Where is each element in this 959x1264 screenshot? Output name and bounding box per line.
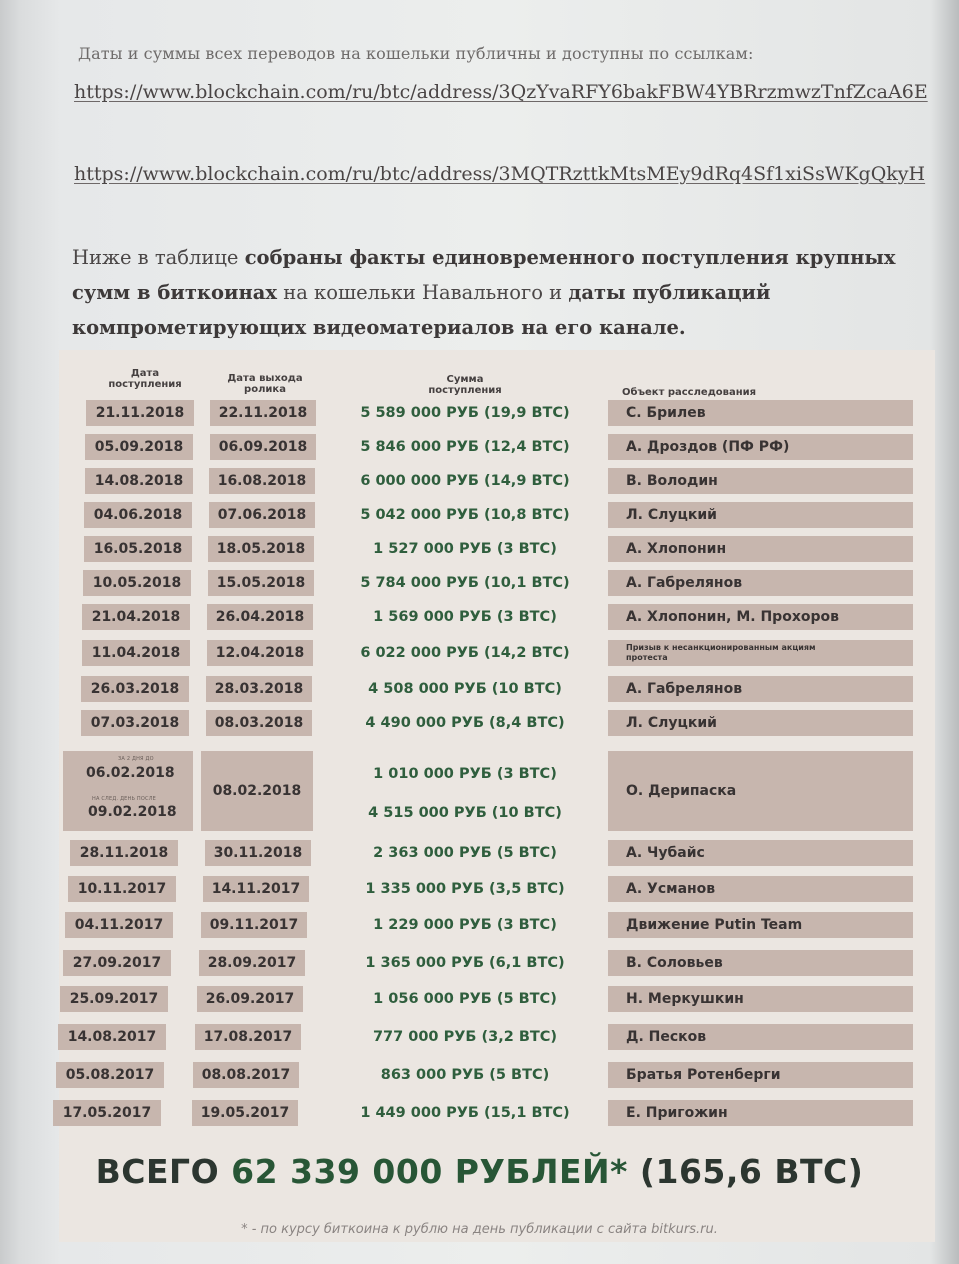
split-object-cell: О. Дерипаска (608, 751, 913, 831)
date-received-cell: 21.11.2018 (86, 400, 194, 426)
date-video-cell: 26.04.2018 (207, 604, 313, 630)
object-cell: В. Володин (608, 468, 913, 494)
amount-cell: 5 846 000 РУБ (12,4 BTC) (360, 439, 570, 455)
amount-cell: 4 508 000 РУБ (10 BTC) (368, 681, 562, 697)
total-prefix: ВСЕГО (95, 1152, 220, 1191)
date-video-cell: 14.11.2017 (203, 876, 309, 902)
split-video-cell: 08.02.2018 (201, 751, 313, 831)
amount-cell: 5 784 000 РУБ (10,1 BTC) (360, 575, 570, 591)
amount-cell: 2 363 000 РУБ (5 BTC) (373, 845, 557, 861)
date-received-cell: 27.09.2017 (63, 950, 171, 976)
date-video-cell: 28.03.2018 (206, 676, 312, 702)
object-cell: Л. Слуцкий (608, 710, 913, 736)
object-cell: А. Хлопонин (608, 536, 913, 562)
object-cell: Л. Слуцкий (608, 502, 913, 528)
date-received-cell: 04.11.2017 (65, 912, 173, 938)
header-date-received: Дата поступления (108, 368, 182, 390)
amount-cell: 1 527 000 РУБ (3 BTC) (373, 541, 557, 557)
object-cell: А. Дроздов (ПФ РФ) (608, 434, 913, 460)
date-video-cell: 08.03.2018 (206, 710, 312, 736)
date-received-cell: 14.08.2018 (85, 468, 193, 494)
amount-cell: 1 365 000 РУБ (6,1 BTC) (365, 955, 565, 971)
date-received-cell: 05.09.2018 (85, 434, 193, 460)
footnote: * - по курсу биткоина к рублю на день публикации с сайта bitkurs.ru. (241, 1222, 718, 1237)
date-received-cell: 21.04.2018 (82, 604, 190, 630)
amount-cell: 4 490 000 РУБ (8,4 BTC) (365, 715, 565, 731)
amount-cell: 1 335 000 РУБ (3,5 BTC) (365, 881, 565, 897)
amount-cell: 777 000 РУБ (3,2 BTC) (372, 1029, 558, 1045)
date-video-cell: 07.06.2018 (209, 502, 315, 528)
date-received-cell: 28.11.2018 (70, 840, 178, 866)
object-cell: Братья Ротенберги (608, 1062, 913, 1088)
date-video-cell: 28.09.2017 (199, 950, 305, 976)
amount-cell: 863 000 РУБ (5 BTC) (380, 1067, 550, 1083)
object-cell: А. Габрелянов (608, 570, 913, 596)
date-video-cell: 26.09.2017 (197, 986, 303, 1012)
intro-text: Даты и суммы всех переводов на кошельки публичны и доступны по ссылкам: (78, 44, 754, 63)
split-received-a: 06.02.2018 (86, 765, 175, 781)
amount-cell: 5 589 000 РУБ (19,9 BTC) (360, 405, 570, 421)
date-video-cell: 12.04.2018 (207, 640, 313, 666)
blockchain-link-1[interactable]: https://www.blockchain.com/ru/btc/address/3QzYvaRFY6bakFBW4YBRrzmwzTnfZcaA6E (74, 81, 928, 103)
object-cell: Н. Меркушкин (608, 986, 913, 1012)
split-amount-a: 1 010 000 РУБ (3 BTC) (373, 766, 557, 782)
header-object: Объект расследования (622, 387, 757, 398)
date-received-cell: 16.05.2018 (84, 536, 192, 562)
date-video-cell: 09.11.2017 (201, 912, 307, 938)
lead-part-2: на кошельки Навального и (277, 281, 569, 304)
lead-paragraph (72, 240, 932, 345)
split-note-b: НА СЛЕД. ДЕНЬ ПОСЛЕ (92, 796, 157, 802)
amount-cell: 1 229 000 РУБ (3 BTC) (373, 917, 557, 933)
date-received-cell: 04.06.2018 (84, 502, 192, 528)
date-video-cell: 19.05.2017 (192, 1100, 298, 1126)
date-received-cell: 26.03.2018 (81, 676, 189, 702)
date-received-cell: 10.05.2018 (83, 570, 191, 596)
date-video-cell: 30.11.2018 (205, 840, 311, 866)
date-video-cell: 06.09.2018 (210, 434, 316, 460)
object-cell: Призыв к несанкционированным акциям протеста (608, 640, 913, 666)
object-cell: Движение Putin Team (608, 912, 913, 938)
blockchain-link-2[interactable]: https://www.blockchain.com/ru/btc/address/3MQTRzttkMtsMEy9dRq4Sf1xiSsWKgQkyH (74, 163, 926, 185)
date-video-cell: 15.05.2018 (208, 570, 314, 596)
split-note-a: ЗА 2 ДНЯ ДО (118, 756, 154, 762)
date-received-cell: 05.08.2017 (56, 1062, 164, 1088)
header-date-video: Дата выхода ролика (227, 373, 303, 395)
object-cell: А. Усманов (608, 876, 913, 902)
amount-cell: 1 056 000 РУБ (5 BTC) (373, 991, 557, 1007)
object-cell: А. Хлопонин, М. Прохоров (608, 604, 913, 630)
date-video-cell: 16.08.2018 (209, 468, 315, 494)
date-video-cell: 22.11.2018 (210, 400, 316, 426)
header-amount: Сумма поступления (428, 374, 502, 396)
date-video-cell: 08.08.2017 (193, 1062, 299, 1088)
amount-cell: 6 022 000 РУБ (14,2 BTC) (360, 645, 570, 661)
amount-cell: 1 569 000 РУБ (3 BTC) (373, 609, 557, 625)
object-cell: В. Соловьев (608, 950, 913, 976)
amount-cell: 1 449 000 РУБ (15,1 BTC) (360, 1105, 570, 1121)
object-cell: А. Габрелянов (608, 676, 913, 702)
date-received-cell: 14.08.2017 (58, 1024, 166, 1050)
split-amount-b: 4 515 000 РУБ (10 BTC) (368, 805, 562, 821)
lead-part-1: Ниже в таблице (72, 246, 245, 269)
object-cell: Е. Пригожин (608, 1100, 913, 1126)
date-received-cell: 25.09.2017 (60, 986, 168, 1012)
date-received-cell: 17.05.2017 (53, 1100, 161, 1126)
date-video-cell: 18.05.2018 (208, 536, 314, 562)
object-cell: Д. Песков (608, 1024, 913, 1050)
amount-cell: 5 042 000 РУБ (10,8 BTC) (360, 507, 570, 523)
split-received-b: 09.02.2018 (88, 804, 177, 820)
date-received-cell: 10.11.2017 (68, 876, 176, 902)
object-cell: С. Брилев (608, 400, 913, 426)
total-amount: 62 339 000 РУБЛЕЙ* (231, 1152, 628, 1191)
object-cell: А. Чубайс (608, 840, 913, 866)
date-video-cell: 17.08.2017 (195, 1024, 301, 1050)
date-received-cell: 07.03.2018 (81, 710, 189, 736)
total-btc: (165,6 BTC) (639, 1152, 864, 1191)
total-line (0, 1152, 959, 1191)
lead-bold-1: собраны факты единовременного поступления крупных сумм в биткоинах (72, 246, 896, 304)
lead-bold-2: даты публикаций компрометирующих видеоматериалов на его канале. (72, 281, 771, 339)
date-received-cell: 11.04.2018 (82, 640, 190, 666)
amount-cell: 6 000 000 РУБ (14,9 BTC) (360, 473, 570, 489)
